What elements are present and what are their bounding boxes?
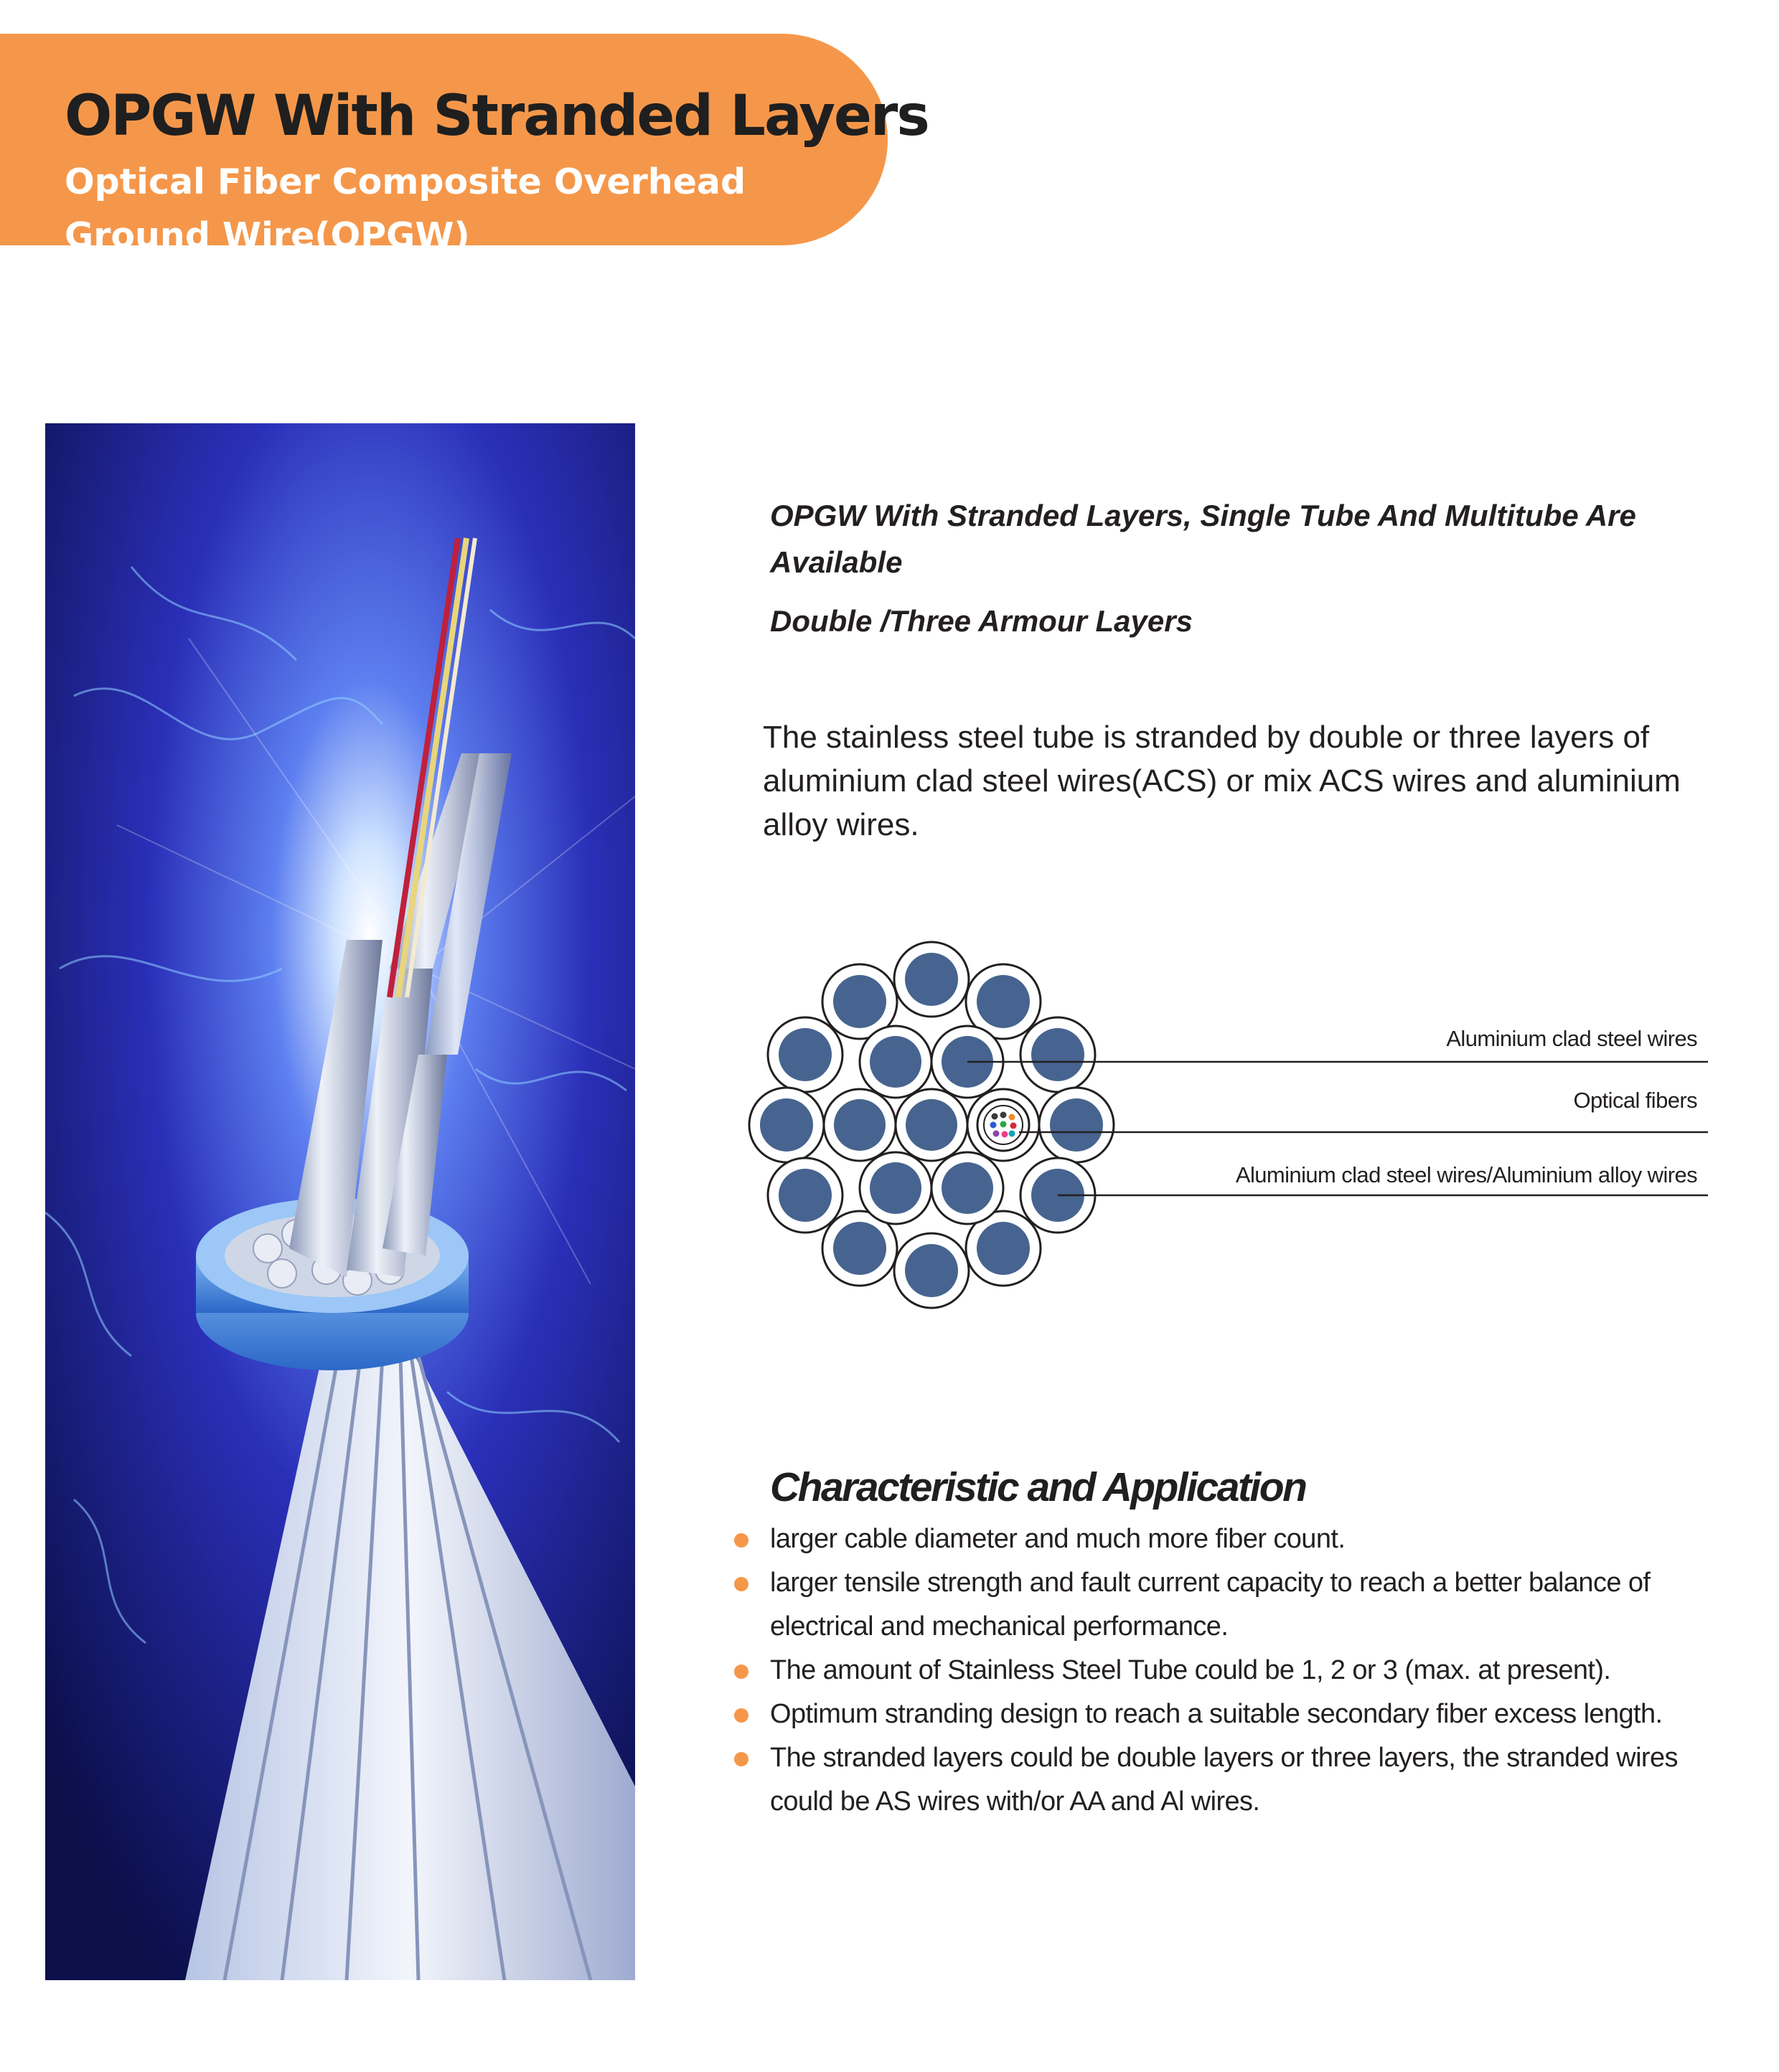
optical-fiber-tube [977,1099,1029,1151]
label-acs-aa-wires: Aluminium clad steel wires/Aluminium alloy wires [1235,1162,1697,1187]
cable-description: The stainless steel tube is stranded by double or three layers of aluminium clad steel wires(ACS) or mix ACS wires and aluminium alloy wires. [763,720,1681,842]
label-optical-fibers: Optical fibers [1573,1088,1697,1113]
list-item: Optimum stranding design to reach a suitable secondary fiber excess length. [732,1692,1737,1736]
cable-cross-section-diagram [746,940,1708,1320]
bullet-icon [734,1533,748,1548]
list-item: The amount of Stainless Steel Tube could be 1, 2 or 3 (max. at present). [732,1649,1737,1692]
wire-core-fills [760,953,1103,1297]
cable-product-photo [45,423,635,1980]
bullet-icon [734,1708,748,1723]
bullet-icon [734,1577,748,1591]
intro-availability: OPGW With Stranded Layers, Single Tube And Multitube Are Available [770,499,1636,579]
label-acs-wires: Aluminium clad steel wires [1446,1026,1697,1051]
page-subtitle-line-1: Optical Fiber Composite Overhead [65,161,746,202]
characteristics-heading: Characteristic and Application [770,1464,1306,1510]
list-item: larger tensile strength and fault current capacity to reach a better balance of electrical and mechanical performance. [732,1561,1737,1649]
intro-armour-layers: Double /Three Armour Layers [770,604,1193,638]
bullet-icon [734,1664,748,1679]
list-item: The stranded layers could be double layers or three layers, the stranded wires could be AS wires with/or AA and Al wires. [732,1736,1737,1824]
characteristics-list [732,1517,1737,1824]
list-item: larger cable diameter and much more fiber count. [732,1517,1737,1561]
title-banner [0,34,929,256]
page-subtitle-line-2: Ground Wire(OPGW) [65,215,470,256]
bullet-icon [734,1752,748,1766]
page-title: OPGW With Stranded Layers [65,84,929,149]
